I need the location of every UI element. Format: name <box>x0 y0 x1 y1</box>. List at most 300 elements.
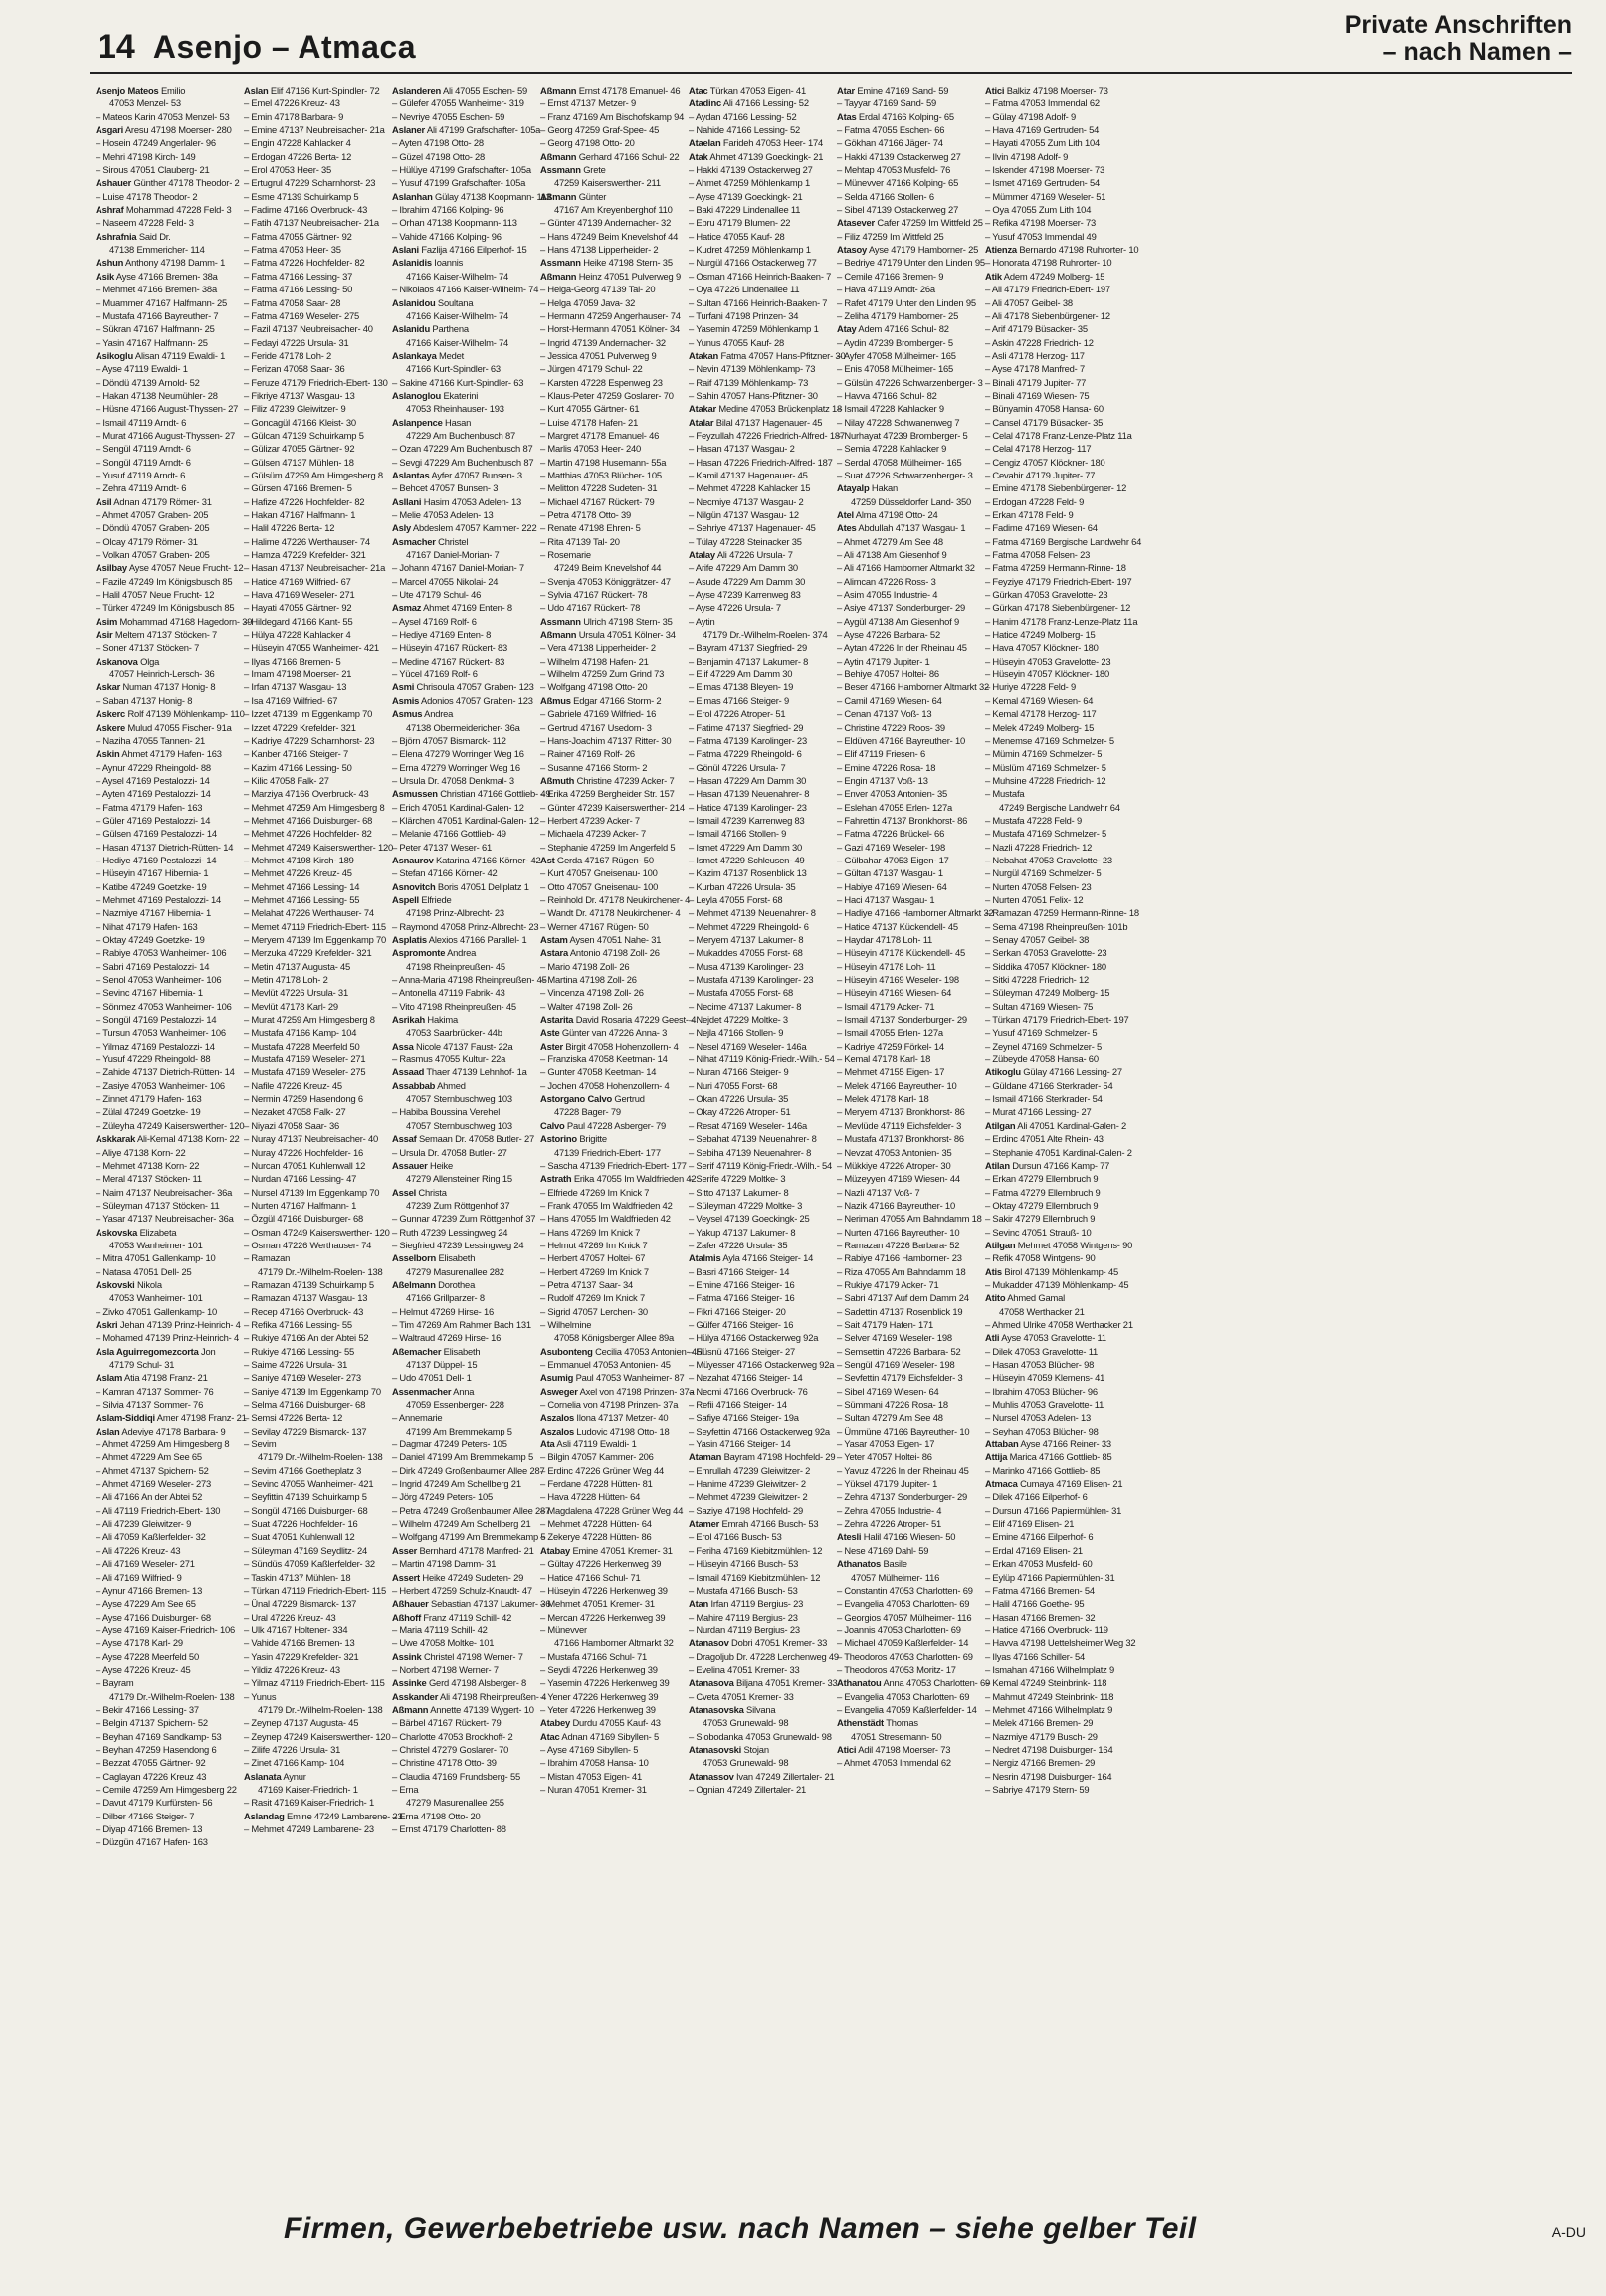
directory-entry: – Elif 47229 Am Damm 30 <box>689 669 793 680</box>
directory-entry: – Saniye 47139 Im Eggenkamp 70 <box>244 1385 381 1397</box>
directory-entry: – Yasin 47166 Steiger- 14 <box>689 1438 791 1450</box>
directory-entry: Atasoy Ayse 47179 Hamborner- 25 <box>837 244 979 256</box>
directory-entry: 47166 Kaiser-Wilhelm- 74 <box>406 309 509 321</box>
directory-entry: 47279 Allensteiner Ring 15 <box>406 1173 512 1185</box>
directory-entry: – Hediye 47169 Pestalozzi- 14 <box>96 854 217 865</box>
directory-entry: – Ingrid 47139 Andernacher- 32 <box>540 336 666 348</box>
directory-entry: – Selver 47169 Weseler- 198 <box>837 1332 952 1344</box>
directory-entry: – Sengül 47169 Weseler- 198 <box>837 1359 955 1370</box>
directory-entry: 47199 Am Bremmekamp 5 <box>406 1425 512 1436</box>
directory-entry: – Theodoros 47053 Charlotten- 69 <box>837 1650 973 1662</box>
directory-entry: Aste Günter van 47226 Anna- 3 <box>540 1027 668 1039</box>
directory-entry: – Sema 47198 Rheinpreußen- 101b <box>985 920 1128 932</box>
directory-entry: – Fatma 47279 Ellernbruch 9 <box>985 1186 1101 1198</box>
directory-entry: Assert Heike 47249 Sudeten- 29 <box>392 1571 524 1583</box>
directory-entry: Asla Aguirregomezcorta Jon <box>96 1345 216 1357</box>
directory-entry: – Gökhan 47166 Jäger- 74 <box>837 137 943 149</box>
directory-entry: – Sevgi 47229 Am Buchenbusch 87 <box>392 456 534 468</box>
directory-entry: – Fadime 47166 Overbruck- 43 <box>244 204 368 216</box>
directory-entry: Calvo Paul 47228 Asberger- 79 <box>540 1119 667 1131</box>
directory-entry: – Aytin <box>689 615 715 627</box>
directory-entry: Assmann Heike 47198 Stern- 35 <box>540 257 673 269</box>
directory-entry: Assauer Heike <box>392 1159 453 1171</box>
directory-entry: – Muammer 47167 Halfmann- 25 <box>96 296 227 308</box>
directory-entry: – Elmas 47138 Bleyen- 19 <box>689 681 794 693</box>
directory-entry: 47169 Kaiser-Friedrich- 1 <box>258 1784 358 1795</box>
directory-entry: – Christine 47229 Roos- 39 <box>837 721 945 733</box>
directory-entry: – Mükkiye 47226 Atroper- 30 <box>837 1159 951 1171</box>
directory-entry: – Feriha 47169 Kiebitzmühlen- 12 <box>689 1544 823 1556</box>
directory-entry: – Hediye 47169 Enten- 8 <box>392 629 492 641</box>
directory-entry: – Yildiz 47226 Kreuz- 43 <box>244 1663 340 1675</box>
directory-entry: 47259 Kaiserswerther- 211 <box>554 177 661 189</box>
directory-entry: – Evangelia 47059 Kaßlerfelder- 14 <box>837 1703 977 1715</box>
directory-entry: Assinke Gerd 47198 Alsberger- 8 <box>392 1677 527 1689</box>
directory-entry: – Sait 47179 Hafen- 171 <box>837 1318 934 1330</box>
directory-entry: – Ünal 47229 Bismarck- 137 <box>244 1598 357 1610</box>
directory-entry: – Natasa 47051 Dell- 25 <box>96 1265 192 1277</box>
directory-entry: – Melitton 47228 Sudeten- 31 <box>540 482 658 494</box>
directory-entry: – Erdogan 47228 Feld- 9 <box>985 495 1085 507</box>
directory-entry: – Nebahat 47053 Gravelotte- 23 <box>985 854 1112 865</box>
directory-entry: – Gönül 47226 Ursula- 7 <box>689 761 786 773</box>
directory-entry: – Martin 47198 Husemann- 55a <box>540 456 667 468</box>
directory-entry: – Oya 47055 Zum Lith 104 <box>985 204 1092 216</box>
directory-entry: – Ernst 47179 Charlotten- 88 <box>392 1823 506 1835</box>
directory-entry: – Helmut 47269 Im Knick 7 <box>540 1239 648 1250</box>
directory-entry: Aslanpence Hasan <box>392 416 472 428</box>
directory-entry: – Nurgül 47166 Ostackerweg 77 <box>689 257 817 269</box>
directory-entry: – Sevim <box>244 1438 277 1450</box>
directory-entry: – Saban 47137 Honig- 8 <box>96 694 193 706</box>
directory-entry: – Mahmut 47249 Steinbrink- 118 <box>985 1690 1114 1702</box>
directory-entry: – Ismail 47119 Arndt- 6 <box>96 416 187 428</box>
directory-entry: – Hans 47269 Im Knick 7 <box>540 1226 641 1238</box>
directory-entry: 47053 Wanheimer- 101 <box>109 1292 203 1304</box>
directory-entry: – Behcet 47057 Bunsen- 3 <box>392 482 499 494</box>
directory-entry: – Türker 47249 Im Königsbusch 85 <box>96 602 235 614</box>
directory-entry: – Mehmet 47229 Rheingold- 6 <box>689 920 809 932</box>
directory-entry: – Fatma 47058 Saar- 28 <box>244 296 341 308</box>
directory-entry: – Güler 47169 Pestalozzi- 14 <box>96 814 211 826</box>
directory-entry: – Fatma 47053 Heer- 35 <box>244 244 341 256</box>
directory-entry: – Siegfried 47239 Lessingweg 24 <box>392 1239 524 1250</box>
directory-entry: – Nuray 47137 Neubreisacher- 40 <box>244 1133 379 1145</box>
directory-entry: – Claudia 47169 Frundsberg- 55 <box>392 1770 520 1782</box>
directory-entry: Atilgan Ali 47051 Kardinal-Galen- 2 <box>985 1119 1127 1131</box>
directory-entry: – Erdinc 47226 Grüner Weg 44 <box>540 1464 664 1476</box>
directory-entry: – Nilgün 47137 Wasgau- 12 <box>689 509 799 520</box>
directory-entry: – Yilmaz 47119 Friedrich-Ebert- 115 <box>244 1677 385 1689</box>
section-title-line2: – nach Namen – <box>1382 38 1572 66</box>
directory-entry: 47053 Wanheimer- 101 <box>109 1239 203 1250</box>
directory-entry: – Emin 47178 Barbara- 9 <box>244 110 344 122</box>
directory-entry: – Sevilay 47229 Bismarck- 137 <box>244 1425 367 1436</box>
directory-entry: – Hakki 47139 Ostackerweg 27 <box>837 150 961 162</box>
directory-entry: – Nezahat 47166 Steiger- 14 <box>689 1372 803 1384</box>
directory-entry: Atamer Emrah 47166 Busch- 53 <box>689 1518 819 1530</box>
directory-entry: – Marcel 47055 Nikolai- 24 <box>392 575 499 587</box>
directory-entry: – Erkan 47279 Ellernbruch 9 <box>985 1173 1099 1185</box>
directory-entry: – Nurdan 47166 Lessing- 47 <box>244 1173 357 1185</box>
directory-entry: – Gültay 47226 Herkenweg 39 <box>540 1558 662 1570</box>
directory-entry: – Björn 47057 Bismarck- 112 <box>392 734 506 746</box>
directory-entry: Atesli Halil 47166 Wiesen- 50 <box>837 1531 956 1543</box>
directory-entry: – Sümmani 47226 Rosa- 18 <box>837 1399 948 1411</box>
directory-entry: 47239 Zum Röttgenhof 37 <box>406 1199 510 1211</box>
directory-entry: Atanasov Dobri 47051 Kremer- 33 <box>689 1637 828 1649</box>
directory-entry: – Hermann 47259 Angerhauser- 74 <box>540 309 681 321</box>
directory-entry: – Murat 47166 Lessing- 27 <box>985 1106 1092 1118</box>
directory-entry: – Yeter 47226 Herkenweg 39 <box>540 1703 656 1715</box>
directory-entry: – Hatice 47055 Kauf- 28 <box>689 230 785 242</box>
directory-entry: – Nazik 47166 Bayreuther- 10 <box>837 1199 955 1211</box>
directory-entry: – Türkan 47179 Friedrich-Ebert- 197 <box>985 1014 1129 1026</box>
directory-entry: – Bünyamin 47058 Hansa- 60 <box>985 403 1104 415</box>
directory-entry: – Sabri 47137 Auf dem Damm 24 <box>837 1292 969 1304</box>
directory-entry: – Emine 47166 Eilperhof- 6 <box>985 1531 1094 1543</box>
directory-entry: Asir Meltem 47137 Stöcken- 7 <box>96 629 218 641</box>
directory-entry: Assenmacher Anna <box>392 1385 475 1397</box>
directory-entry: – Mateos Karin 47053 Menzel- 53 <box>96 110 230 122</box>
directory-entry: – Dilek 47166 Eilperhof- 6 <box>985 1491 1088 1503</box>
directory-entry: 47053 Rheinhauser- 193 <box>406 403 504 415</box>
directory-entry: Askkarak Ali-Kemal 47138 Korn- 22 <box>96 1133 240 1145</box>
directory-entry: – Gülcan 47139 Schuirkamp 5 <box>244 429 364 441</box>
directory-entry: – Olcay 47179 Römer- 31 <box>96 535 198 547</box>
directory-entry: – Bayram <box>96 1677 134 1689</box>
directory-entry: – Kemal 47178 Karl- 18 <box>837 1053 931 1065</box>
directory-entry: – Elmas 47166 Steiger- 9 <box>689 694 789 706</box>
directory-entry: – Sündüs 47059 Kaßlerfelder- 32 <box>244 1558 375 1570</box>
directory-entry: – Ali 47239 Gleiwitzer- 9 <box>96 1518 192 1530</box>
directory-entry: 47058 Königsberger Allee 89a <box>554 1332 675 1344</box>
directory-entry: – Mümin 47169 Schmelzer- 5 <box>985 748 1103 760</box>
directory-entry: – Mustafa 47169 Weseler- 271 <box>244 1053 366 1065</box>
directory-entry: Askere Mulud 47055 Fischer- 91a <box>96 721 232 733</box>
directory-entry: – Ramazan 47139 Schuirkamp 5 <box>244 1278 374 1290</box>
directory-entry: – Rita 47139 Tal- 20 <box>540 535 620 547</box>
column-1 <box>96 84 253 2193</box>
directory-entry: – Zehra 47137 Sonderburger- 29 <box>837 1491 968 1503</box>
directory-entry: – Ernst 47137 Metzer- 9 <box>540 97 636 109</box>
directory-entry: – Murat 47166 August-Thyssen- 27 <box>96 429 236 441</box>
directory-entry: Atis Birol 47139 Möhlenkamp- 45 <box>985 1265 1118 1277</box>
directory-entry: – Ismail 47169 Kiebitzmühlen- 12 <box>689 1571 821 1583</box>
directory-entry: – Mehmet 47249 Lambarene- 23 <box>244 1823 374 1835</box>
directory-entry: Atalmis Ayla 47166 Steiger- 14 <box>689 1252 814 1264</box>
directory-entry: – Binali 47169 Wiesen- 75 <box>985 389 1090 401</box>
directory-entry: Ataelan Farideh 47053 Heer- 174 <box>689 137 824 149</box>
directory-entry: Aslankaya Medet <box>392 349 465 361</box>
directory-entry: – Melahat 47226 Werthauser- 74 <box>244 907 374 919</box>
directory-entry: Asnovitch Boris 47051 Dellplatz 1 <box>392 880 529 892</box>
directory-entry: – Osman 47249 Kaiserswerther- 120 <box>244 1226 390 1238</box>
directory-entry: – Kazim 47166 Lessing- 50 <box>244 761 352 773</box>
directory-entry: Assel Christa <box>392 1186 447 1198</box>
directory-entry: – Hafize 47226 Hochfelder- 82 <box>244 495 365 507</box>
directory-entry: – Fedayi 47226 Ursula- 31 <box>244 336 349 348</box>
directory-entry: Asmus Andrea <box>392 708 454 720</box>
directory-entry: – Rabiye 47166 Hamborner- 23 <box>837 1252 962 1264</box>
directory-entry: – Meryem 47137 Bronkhorst- 86 <box>837 1106 965 1118</box>
directory-entry: – Franziska 47058 Keetman- 14 <box>540 1053 668 1065</box>
directory-entry: – Özgül 47166 Duisburger- 68 <box>244 1213 363 1225</box>
directory-entry: – Helga-Georg 47139 Tal- 20 <box>540 284 656 295</box>
directory-entry: – Refii 47166 Steiger- 14 <box>689 1399 787 1411</box>
directory-entry: – Svenja 47053 Königgrätzer- 47 <box>540 575 671 587</box>
directory-entry: – Nurhayat 47239 Bromberger- 5 <box>837 429 968 441</box>
directory-entry: – Düzgün 47167 Hafen- 163 <box>96 1836 208 1848</box>
directory-entry: – Elif 47119 Friesen- 6 <box>837 748 926 760</box>
directory-entry: Attaban Ayse 47166 Reiner- 33 <box>985 1438 1111 1450</box>
directory-entry: – Ayse 47178 Karl- 29 <box>96 1637 183 1649</box>
directory-entry: – Kemal 47178 Herzog- 117 <box>985 708 1097 720</box>
directory-entry: – Daniel 47199 Am Bremmekamp 5 <box>392 1451 533 1463</box>
directory-entry: – Merzuka 47229 Krefelder- 321 <box>244 947 372 959</box>
directory-entry: – Fatma 47169 Weseler- 275 <box>244 309 360 321</box>
directory-entry: – Sultan 47166 Heinrich-Baaken- 7 <box>689 296 828 308</box>
directory-entry: – Fatma 47226 Brückel- 66 <box>837 828 945 840</box>
directory-entry: – Refika 47198 Moerser- 73 <box>985 217 1097 229</box>
directory-entry: – Bezzat 47055 Gärtner- 92 <box>96 1757 206 1769</box>
directory-entry: – Gülsen 47169 Pestalozzi- 14 <box>96 828 217 840</box>
directory-entry: – Fatma 47166 Lessing- 50 <box>244 284 353 295</box>
directory-entry: – Bedriye 47179 Unter den Linden 95 <box>837 257 985 269</box>
directory-entry: Aßmus Edgar 47166 Storm- 2 <box>540 694 662 706</box>
directory-entry: – Müslüm 47169 Schmelzer- 5 <box>985 761 1106 773</box>
directory-entry: – Ingrid 47249 Am Schellberg 21 <box>392 1478 521 1490</box>
directory-entry: 47057 Heinrich-Lersch- 36 <box>109 669 215 680</box>
directory-entry: – Zahide 47137 Dietrich-Rütten- 14 <box>96 1066 235 1078</box>
directory-entry: – Erna 47279 Worringer Weg 16 <box>392 761 520 773</box>
directory-entry: – Silvia 47137 Sommer- 76 <box>96 1399 204 1411</box>
directory-entry: Asil Adnan 47179 Römer- 31 <box>96 495 212 507</box>
directory-entry: – Yasin 47229 Krefelder- 321 <box>244 1650 359 1662</box>
directory-entry: Aslanidis Ioannis <box>392 257 464 269</box>
directory-entry: – Mustafa 47166 Kamp- 104 <box>244 1027 357 1039</box>
directory-entry: – Kurt 47055 Gärtner- 61 <box>540 403 640 415</box>
directory-entry: – Ali 47169 Wilfried- 9 <box>96 1571 182 1583</box>
directory-entry: – Cevahir 47179 Jupiter- 77 <box>985 469 1096 480</box>
directory-entry: Atici Balkiz 47198 Moerser- 73 <box>985 85 1108 96</box>
directory-entry: – Franz 47169 Am Bischofskamp 94 <box>540 110 685 122</box>
directory-entry: – Resat 47169 Weseler- 146a <box>689 1119 807 1131</box>
directory-entry: – Marinko 47166 Gottlieb- 85 <box>985 1464 1101 1476</box>
directory-entry: – Selma 47166 Duisburger- 68 <box>244 1399 366 1411</box>
directory-entry: – Ahmet 47053 Immendal 62 <box>837 1757 951 1769</box>
directory-entry: – Ali 47138 Am Giesenhof 9 <box>837 549 947 561</box>
directory-entry: – Sultan 47279 Am See 48 <box>837 1412 943 1424</box>
directory-entry: – Gülsen 47137 Mühlen- 18 <box>244 456 354 468</box>
directory-entry: – Stephanie 47051 Kardinal-Galen- 2 <box>985 1146 1132 1158</box>
directory-entry: – Fatma 47166 Lessing- 37 <box>244 270 353 282</box>
directory-entry: – Erna <box>392 1784 419 1795</box>
directory-entry: Asly Abdeslem 47057 Kammer- 222 <box>392 522 537 534</box>
directory-entry: – Seyfettin 47166 Ostackerweg 92a <box>689 1425 830 1436</box>
directory-entry: – Tim 47269 Am Rahmer Bach 131 <box>392 1318 531 1330</box>
directory-entry: – Mehmet 47166 Lessing- 55 <box>244 893 360 905</box>
directory-entry: Asser Bernhard 47178 Manfred- 21 <box>392 1544 534 1556</box>
directory-entry: Aßemacher Elisabeth <box>392 1345 481 1357</box>
directory-entry: – Türkan 47119 Friedrich-Ebert- 115 <box>244 1584 387 1596</box>
directory-entry: – Gertrud 47167 Usedom- 3 <box>540 721 652 733</box>
directory-entry: – Safiye 47166 Steiger- 19a <box>689 1412 799 1424</box>
directory-entry: – Mehmet 47166 Duisburger- 68 <box>244 814 373 826</box>
directory-entry: Astara Antonio 47198 Zoll- 26 <box>540 947 660 959</box>
directory-entry: – Peter 47137 Weser- 61 <box>392 841 492 853</box>
directory-entry: Ataman Bayram 47198 Hochfeld- 29 <box>689 1451 836 1463</box>
directory-entry: – Ibrahim 47058 Hansa- 10 <box>540 1757 649 1769</box>
directory-entry: Athenstädt Thomas <box>837 1717 918 1729</box>
directory-entry: Astam Aysen 47051 Nahe- 31 <box>540 934 662 945</box>
directory-entry: – Ali 47059 Kaßlerfelder- 32 <box>96 1531 206 1543</box>
directory-entry: Asweger Axel von 47198 Prinzen- 37a <box>540 1385 695 1397</box>
directory-entry: – Mehmet 47138 Korn- 22 <box>96 1159 200 1171</box>
directory-entry: Ashun Anthony 47198 Damm- 1 <box>96 257 226 269</box>
directory-entry: – Ramazan 47137 Wasgau- 13 <box>244 1292 368 1304</box>
directory-entry: – Oya 47226 Lindenallee 11 <box>689 284 800 295</box>
directory-entry: – Theodoros 47053 Moritz- 17 <box>837 1663 956 1675</box>
directory-entry: – Mehmet 47228 Kahlacker 15 <box>689 482 811 494</box>
directory-entry: Askovska Elizabeta <box>96 1226 177 1238</box>
directory-entry: – Nihat 47119 König-Friedr.-Wilh.- 54 <box>689 1053 835 1065</box>
directory-entry: – Fazile 47249 Im Königsbusch 85 <box>96 575 233 587</box>
directory-entry: Assmann Grete <box>540 164 606 176</box>
directory-entry: – Nergiz 47166 Bremen- 29 <box>985 1757 1096 1769</box>
directory-entry: – Recep 47166 Overbruck- 43 <box>244 1305 364 1317</box>
directory-entry: – Saime 47226 Ursula- 31 <box>244 1359 348 1370</box>
directory-entry: – Kilic 47058 Falk- 27 <box>244 774 329 786</box>
directory-entry: – Kadriye 47259 Förkel- 14 <box>837 1040 944 1052</box>
directory-entry: – Ismet 47229 Schleusen- 49 <box>689 854 805 865</box>
directory-entry: – Aynur 47166 Bremen- 13 <box>96 1584 203 1596</box>
directory-entry: – Ahmet 47057 Graben- 205 <box>96 509 209 520</box>
directory-entry: – Oktay 47249 Goetzke- 19 <box>96 934 205 945</box>
directory-entry: – Honorata 47198 Ruhrorter- 10 <box>985 257 1112 269</box>
directory-entry: – Fatma 47229 Rheingold- 6 <box>689 748 802 760</box>
directory-entry: – Zülal 47249 Goetzke- 19 <box>96 1106 201 1118</box>
directory-entry: – Cenan 47137 Voß- 13 <box>837 708 932 720</box>
directory-entry: – Hava 47057 Klöckner- 180 <box>985 642 1099 654</box>
directory-entry: – Ertugrul 47229 Scharnhorst- 23 <box>244 177 376 189</box>
directory-entry: – Ilyas 47166 Bremen- 5 <box>244 655 341 667</box>
directory-entry: 47179 Dr.-Wilhelm-Roelen- 138 <box>109 1690 235 1702</box>
directory-entry: – Rukiye 47179 Acker- 71 <box>837 1278 939 1290</box>
directory-entry: – Petra 47137 Saar- 34 <box>540 1278 634 1290</box>
directory-entry: – Melek 47166 Bayreuther- 10 <box>837 1079 957 1091</box>
directory-entry: – Hava 47169 Weseler- 271 <box>244 589 355 601</box>
directory-entry: – Medine 47167 Rückert- 83 <box>392 655 505 667</box>
directory-entry: Ashrafnia Said Dr. <box>96 230 171 242</box>
directory-entry: – Hans-Joachim 47137 Ritter- 30 <box>540 734 672 746</box>
directory-entry: Aspell Elfriede <box>392 893 452 905</box>
directory-entry: – Hüseyin 47167 Rückert- 83 <box>392 642 508 654</box>
directory-entry: – Fikriye 47137 Wasgau- 13 <box>244 389 355 401</box>
directory-entry: – Nurdan 47119 Bergius- 23 <box>689 1624 800 1635</box>
directory-entry: – Suat 47226 Schwarzenberger- 3 <box>837 469 973 480</box>
directory-entry: Atmaca Cumaya 47169 Elisen- 21 <box>985 1478 1123 1490</box>
directory-entry: – Ayse 47229 Am See 65 <box>96 1598 196 1610</box>
directory-entry: 47138 Emmericher- 114 <box>109 244 205 256</box>
directory-entry: – Evelina 47051 Kremer- 33 <box>689 1663 800 1675</box>
directory-entry: – Hakki 47139 Ostackerweg 27 <box>689 164 813 176</box>
directory-entry: – Magdalena 47228 Grüner Weg 44 <box>540 1504 684 1516</box>
directory-entry: Asgari Aresu 47198 Moerser- 280 <box>96 124 232 136</box>
directory-entry: – Kurban 47226 Ursula- 35 <box>689 880 796 892</box>
directory-entry: – Nazmiye 47167 Hibernia- 1 <box>96 907 212 919</box>
directory-entry: – Ali 47166 Hamborner Altmarkt 32 <box>837 562 975 574</box>
directory-entry: – Hava 47119 Arndt- 26a <box>837 284 935 295</box>
directory-entry: – Hüseyin 47167 Hibernia- 1 <box>96 867 209 879</box>
directory-entry: – Ferizan 47058 Saar- 36 <box>244 363 345 375</box>
directory-entry: Atel Alma 47198 Otto- 24 <box>837 509 938 520</box>
directory-entry: – Dirk 47249 Großenbaumer Allee 287 <box>392 1464 545 1476</box>
directory-entry: – Necmiye 47137 Wasgau- 2 <box>689 495 804 507</box>
directory-entry: – Mehmet 47198 Kirch- 189 <box>244 854 354 865</box>
directory-entry: – Fazil 47137 Neubreisacher- 40 <box>244 323 373 335</box>
directory-entry: – Fatime 47137 Siegfried- 29 <box>689 721 804 733</box>
directory-entry: – Ismail 47239 Karrenweg 83 <box>689 814 805 826</box>
directory-entry: Askar Numan 47137 Honig- 8 <box>96 681 216 693</box>
directory-entry: – Ilyas 47166 Schiller- 54 <box>985 1650 1086 1662</box>
directory-entry: – Hülüye 47199 Grafschafter- 105a <box>392 164 531 176</box>
directory-entry: – Mevlüt 47178 Karl- 29 <box>244 1000 338 1012</box>
directory-entry: – Hasan 47139 Neuenahrer- 8 <box>689 788 810 800</box>
directory-entry: Astorgano Calvo Gertrud <box>540 1093 645 1105</box>
directory-entry: – Kamil 47137 Hagenauer- 45 <box>689 469 808 480</box>
directory-entry: – Menemse 47169 Schmelzer- 5 <box>985 734 1114 746</box>
directory-entry: – Süleyman 47249 Molberg- 15 <box>985 987 1110 999</box>
directory-entry: – Ali 47057 Geibel- 38 <box>985 296 1073 308</box>
directory-entry: – Mistan 47053 Eigen- 41 <box>540 1770 643 1782</box>
directory-entry: – Nevin 47139 Möhlenkamp- 73 <box>689 363 816 375</box>
directory-entry: 47053 Saarbrücker- 44b <box>406 1027 502 1039</box>
directory-entry: Asikoglu Alisan 47119 Ewaldi- 1 <box>96 349 226 361</box>
directory-entry: Atadinc Ali 47166 Lessing- 52 <box>689 97 809 109</box>
directory-entry: – Serdal 47058 Mülheimer- 165 <box>837 456 962 468</box>
directory-entry: Aßmann Ernst 47178 Emanuel- 46 <box>540 85 681 96</box>
directory-entry: – Mustafa 47166 Schul- 71 <box>540 1650 648 1662</box>
directory-entry: – Beyhan 47169 Sandkamp- 53 <box>96 1730 222 1742</box>
directory-entry: – Metin 47178 Loh- 2 <box>244 974 328 986</box>
directory-entry: Asskander Ali 47198 Rheinpreußen- 4 <box>392 1690 547 1702</box>
directory-entry: – Ramazan 47259 Hermann-Rinne- 18 <box>985 907 1139 919</box>
directory-entry: – Hanime 47239 Gleiwitzer- 2 <box>689 1478 806 1490</box>
directory-entry: Ast Gerda 47167 Rügen- 50 <box>540 854 654 865</box>
directory-entry: – Elfriede 47269 Im Knick 7 <box>540 1186 650 1198</box>
directory-entry: – Riza 47055 Am Bahndamm 18 <box>837 1265 966 1277</box>
directory-entry: – Müyesser 47166 Ostackerweg 92a <box>689 1359 835 1370</box>
directory-entry: – Ismail 47166 Stollen- 9 <box>689 828 787 840</box>
directory-entry: Atay Adem 47166 Schul- 82 <box>837 323 949 335</box>
section-title <box>1345 12 1572 66</box>
directory-entry: – Hadiye 47166 Hamborner Altmarkt 32 <box>837 907 994 919</box>
directory-entry: – Nahide 47166 Lessing- 52 <box>689 124 801 136</box>
directory-entry: – Antonella 47119 Fabrik- 43 <box>392 987 505 999</box>
directory-entry: – Ayse 47169 Sibyllen- 5 <box>540 1743 639 1755</box>
directory-entry: – Muhsine 47228 Friedrich- 12 <box>985 774 1106 786</box>
directory-entry: – Hasan 47137 Neubreisacher- 21a <box>244 562 386 574</box>
directory-entry: – Müzeyyen 47169 Wiesen- 44 <box>837 1173 960 1185</box>
column-2 <box>244 84 403 2193</box>
directory-entry: – Camil 47169 Wiesen- 64 <box>837 694 942 706</box>
directory-entry: – Marziya 47166 Overbruck- 43 <box>244 788 369 800</box>
directory-entry: – Fatih 47137 Neubreisacher- 21a <box>244 217 379 229</box>
directory-entry: – Erol 47053 Heer- 35 <box>244 164 332 176</box>
directory-entry: – Sakir 47279 Ellernbruch 9 <box>985 1213 1096 1225</box>
directory-entry: – Mehmet 47228 Hütten- 64 <box>540 1518 652 1530</box>
